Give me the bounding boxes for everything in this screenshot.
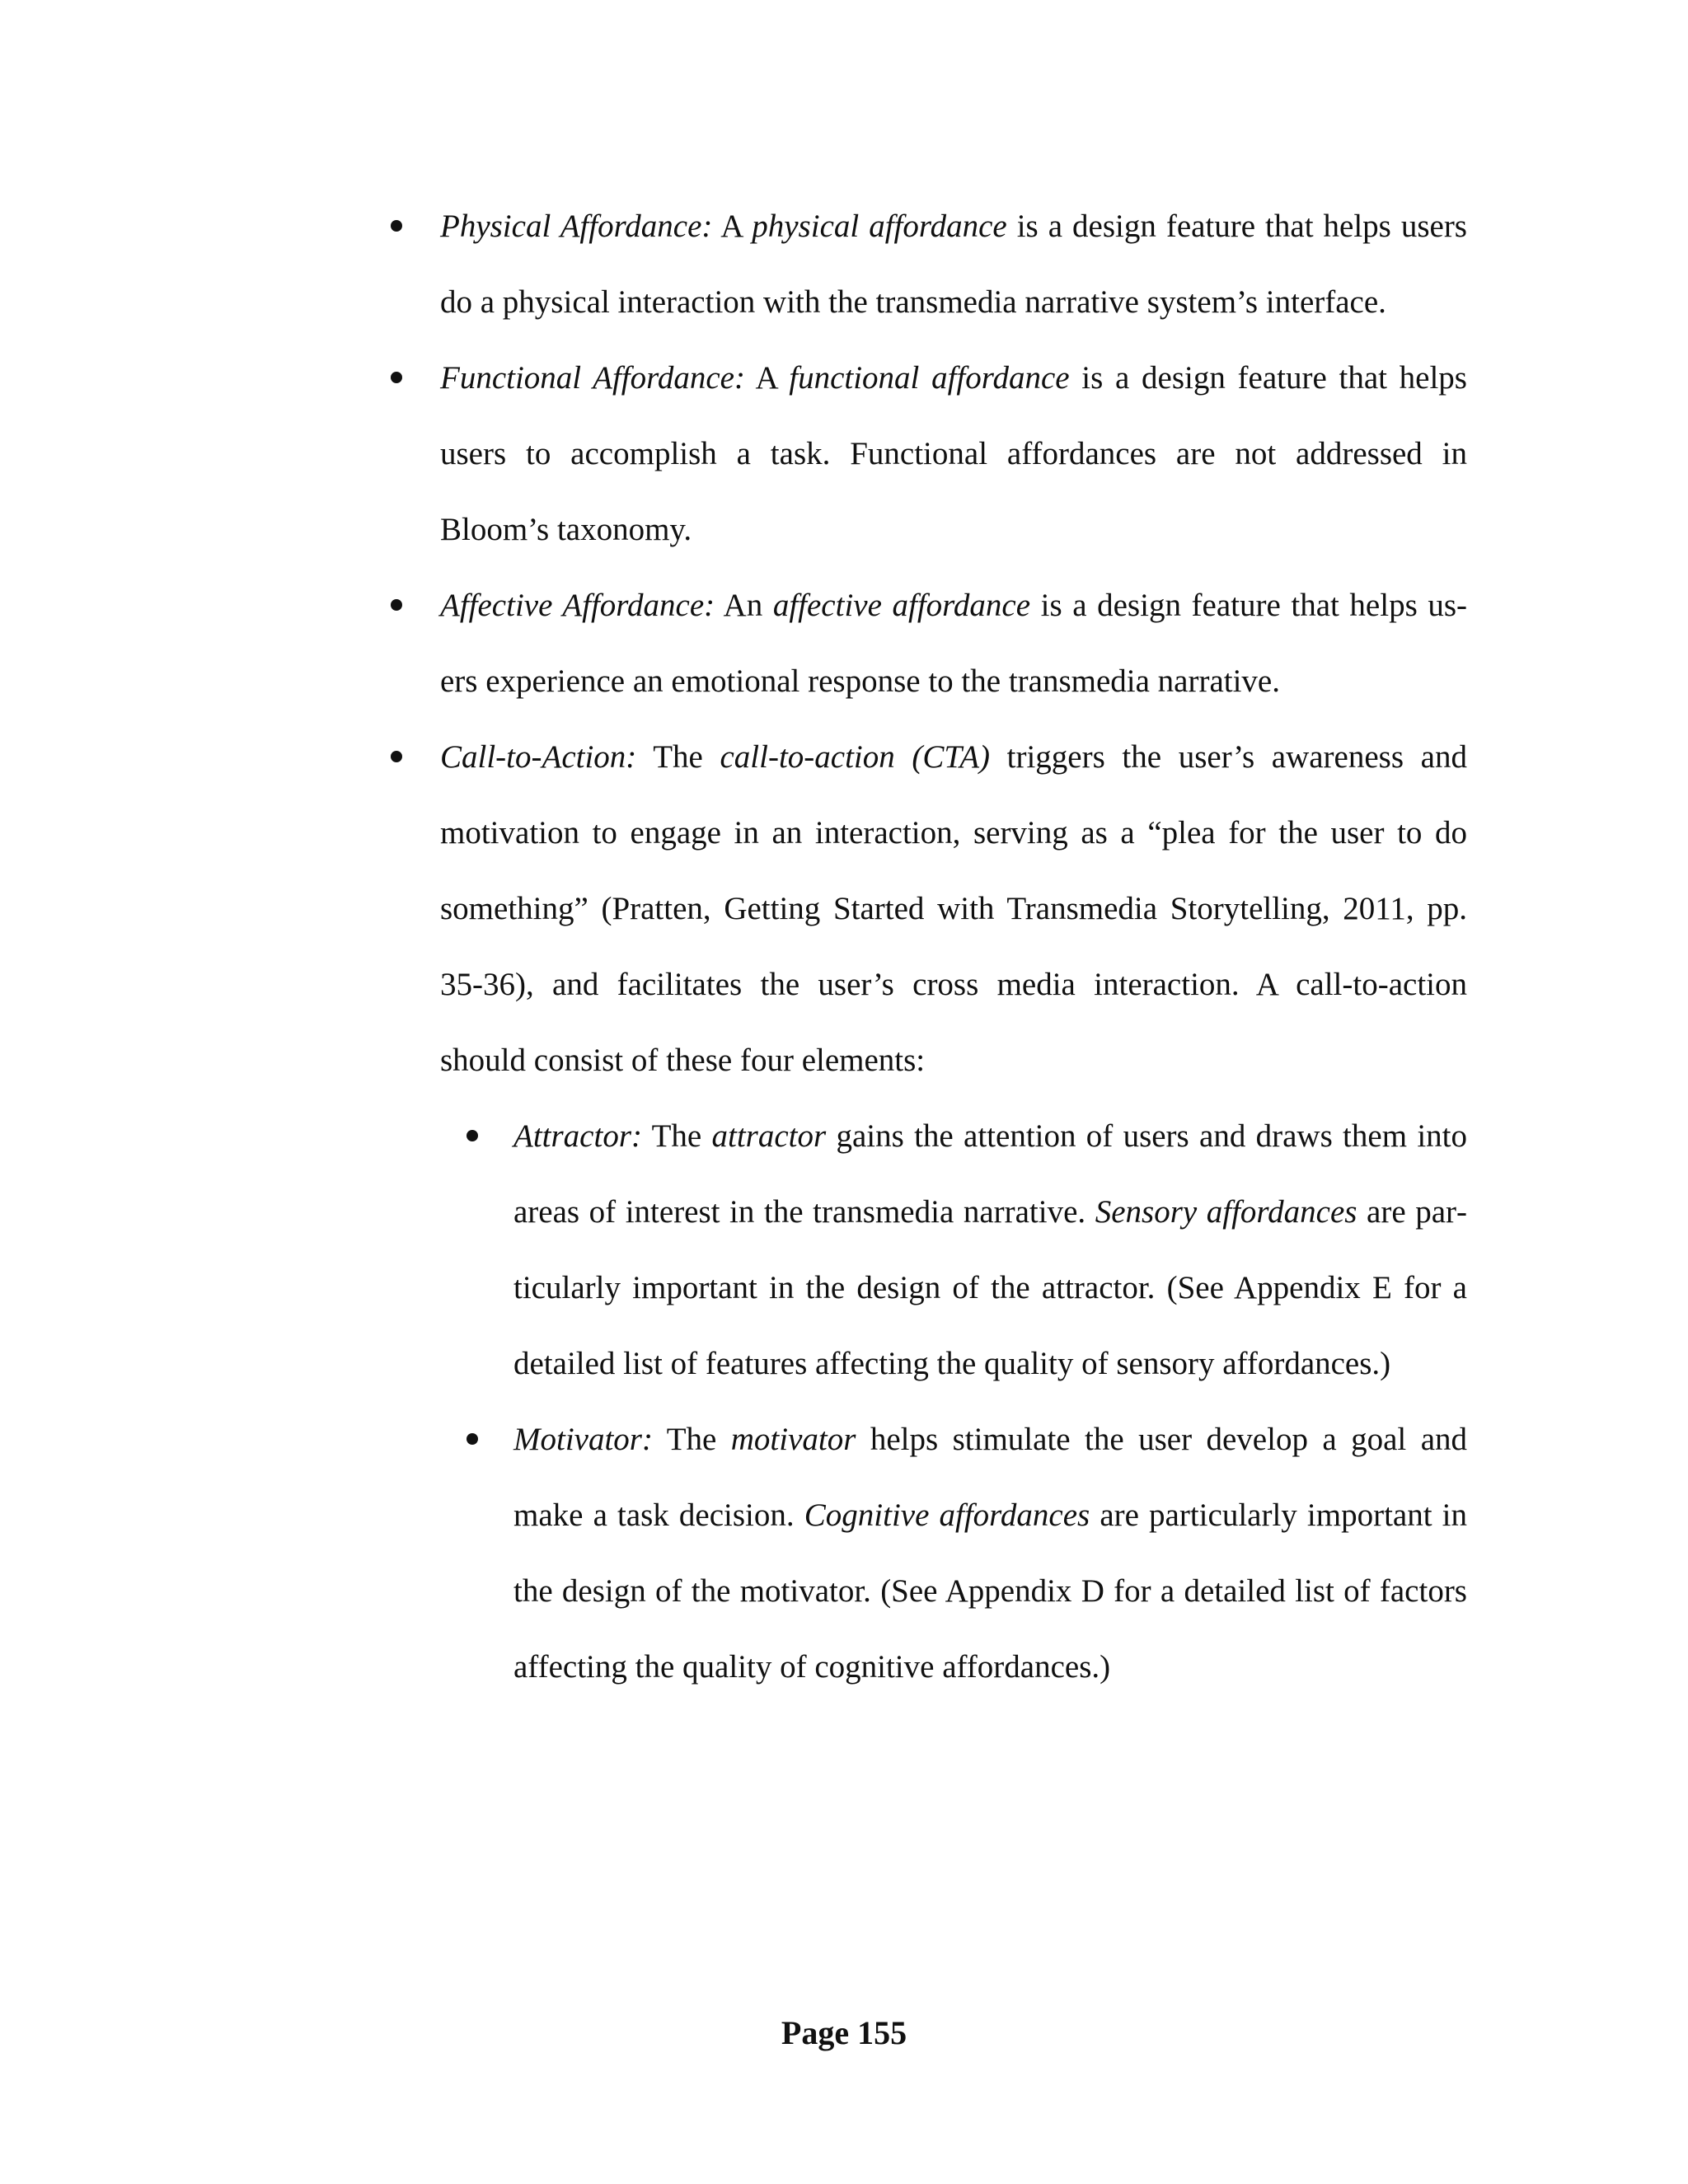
item-text: A [744, 360, 790, 396]
item-term: Physical Affordance: [440, 209, 713, 244]
item-text: gains the attention of users and draws them into areas of interest in the transmedia narrative. [513, 1118, 1468, 1230]
item-emphasis: physical affordance [752, 209, 1007, 244]
item-text: The [652, 1422, 731, 1457]
item-text: are particularly important in the design of the motivator. (See Appendix D for a detailed list of factors affecting the quality of cognitive affordances.) [513, 1497, 1467, 1685]
bullet-icon [391, 751, 402, 762]
bullet-icon [467, 1433, 478, 1445]
list-item-functional-affordance [440, 340, 1467, 568]
item-emphasis: attractor [711, 1118, 827, 1154]
item-text: triggers the user’s awareness and motivation to engage in an interaction, serving as a “plea for the user to do something” (Pratten, Getting Started with Transmedia Storytelling, 2011, pp. 35-36), and facilitates the user’s cross media interaction. A call-to-action should consist of these four elements: [440, 739, 1467, 1078]
item-emphasis: functional affordance [789, 360, 1070, 396]
item-emphasis: call-to-action (CTA) [720, 739, 991, 775]
item-emphasis: Sensory affordances [1095, 1194, 1357, 1230]
list-item-call-to-action [440, 719, 1467, 1705]
item-text: is a design feature that helps users experience an emotional response to the transmedia narrative. [440, 588, 1468, 699]
item-text: A [712, 209, 753, 244]
definition-list [0, 189, 1688, 1705]
list-item-attractor [513, 1099, 1467, 1402]
item-emphasis: motivator [730, 1422, 856, 1457]
list-item-motivator [513, 1402, 1467, 1705]
cta-elements-list [440, 1099, 1467, 1705]
item-text: are particularly important in the design of the attractor. (See Appendix E for a detailed list of features affecting the quality of sensory affordances.) [513, 1194, 1467, 1381]
item-term: Call-to-Action: [440, 739, 637, 775]
bullet-icon [467, 1130, 478, 1141]
item-text: is a design feature that helps users to accomplish a task. Functional affordances are not addressed in Bloom’s taxonomy. [440, 360, 1467, 547]
item-term: Functional Affordance: [440, 360, 745, 396]
bullet-icon [391, 372, 402, 383]
item-text: An [715, 588, 773, 623]
page-number: Page 155 [781, 2014, 907, 2051]
bullet-icon [391, 599, 402, 611]
list-item-affective-affordance [440, 568, 1467, 719]
item-term: Motivator: [513, 1422, 653, 1457]
item-term: Attractor: [513, 1118, 642, 1154]
item-text: The [641, 1118, 712, 1154]
list-item-physical-affordance [440, 189, 1467, 340]
item-emphasis: affective affordance [772, 588, 1031, 623]
item-term: Affective Affordance: [440, 588, 715, 623]
item-text: is a design feature that helps users do a physical interaction with the transmedia narrative system’s interface. [440, 209, 1467, 320]
bullet-icon [391, 220, 402, 232]
item-text: The [636, 739, 720, 775]
item-text: helps stimulate the user develop a goal and make a task decision. [513, 1422, 1468, 1533]
item-emphasis: Cognitive affordances [804, 1497, 1090, 1533]
